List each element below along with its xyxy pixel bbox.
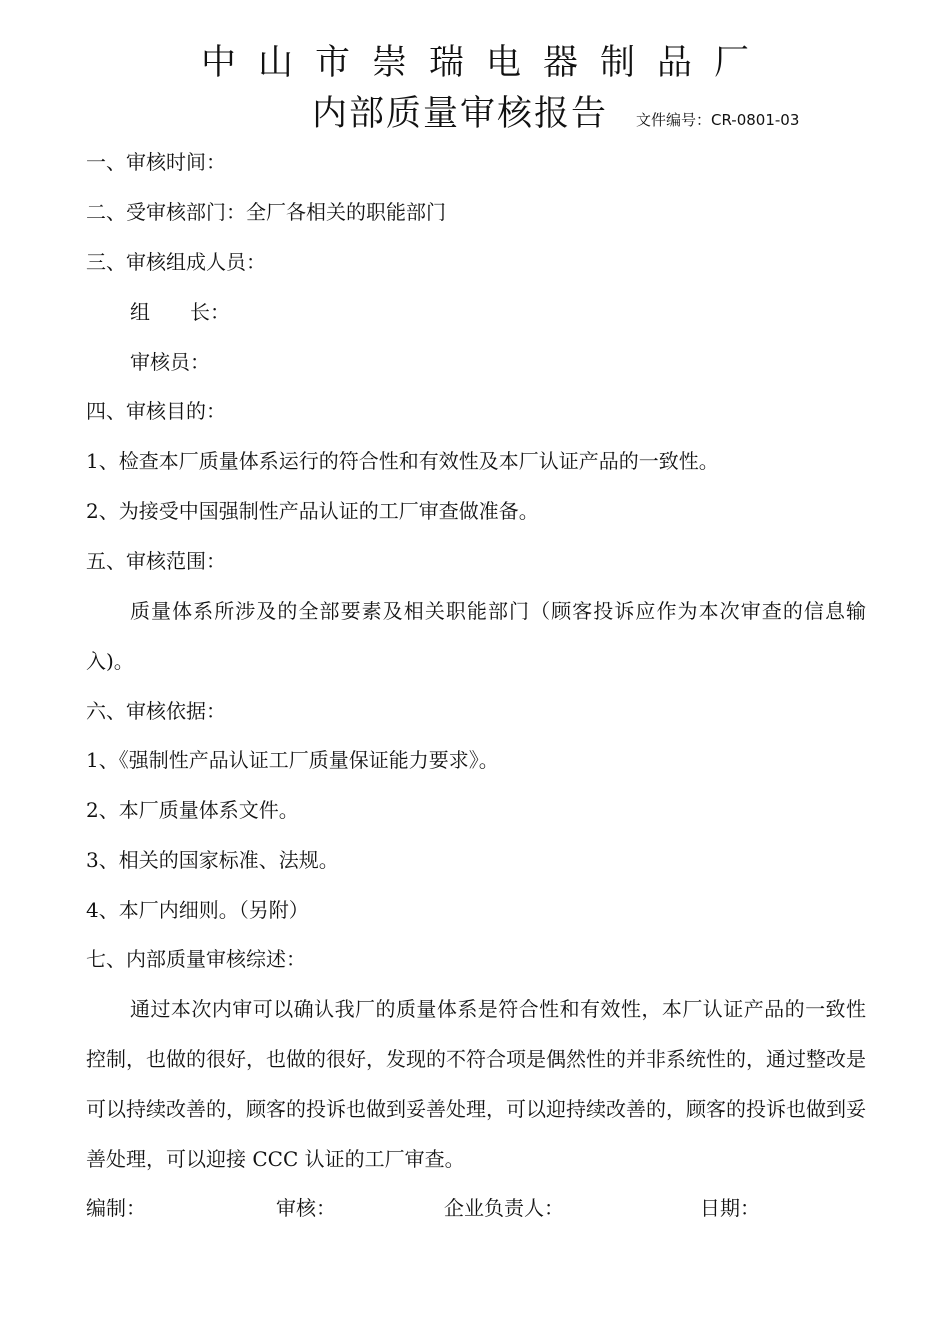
audited-department: 二、受审核部门：全厂各相关的职能部门	[86, 200, 446, 224]
summary-heading: 七、内部质量审核综述：	[86, 947, 306, 971]
document-number: 文件编号：CR-0801-03	[636, 111, 800, 129]
basis-item-4: 4、本厂内细则。（另附）	[86, 898, 309, 922]
title-row	[0, 90, 950, 140]
basis-heading: 六、审核依据：	[86, 699, 226, 723]
basis-item-1: 1、《强制性产品认证工厂质量保证能力要求》。	[86, 748, 499, 772]
basis-item-2: 2、本厂质量体系文件。	[86, 798, 299, 822]
signature-prepared: 编制：	[86, 1196, 146, 1220]
scope-paragraph: 质量体系所涉及的全部要素及相关职能部门（顾客投诉应作为本次审查的信息输入)。	[86, 599, 866, 673]
signature-reviewed: 审核：	[276, 1196, 336, 1220]
audit-time: 一、审核时间：	[86, 150, 226, 174]
report-title: 内部质量审核报告	[312, 94, 609, 134]
purpose-heading: 四、审核目的：	[86, 399, 226, 423]
company-name: 中山市崇瑞电器制品厂	[200, 43, 771, 83]
signature-owner: 企业负责人：	[444, 1196, 564, 1220]
scope-heading: 五、审核范围：	[86, 549, 226, 573]
summary-paragraph: 通过本次内审可以确认我厂的质量体系是符合性和有效性，本厂认证产品的一致性控制，也做的很好，也做的很好，发现的不符合项是偶然性的并非系统性的，通过整改是可以持续改善的，顾客的投诉也做到妥善处理，可以迎持续改善的，顾客的投诉也做到妥善处理，可以迎接 CCC 认证的工厂审查。	[86, 997, 866, 1171]
basis-item-3: 3、相关的国家标准、法规。	[86, 848, 339, 872]
team-leader: 组 长：	[130, 300, 230, 324]
audit-team-heading: 三、审核组成人员：	[86, 250, 266, 274]
purpose-item-1: 1、检查本厂质量体系运行的符合性和有效性及本厂认证产品的一致性。	[86, 449, 719, 473]
purpose-item-2: 2、为接受中国强制性产品认证的工厂审查做准备。	[86, 499, 539, 523]
team-auditor: 审核员：	[130, 350, 210, 374]
signature-date: 日期：	[700, 1196, 760, 1220]
